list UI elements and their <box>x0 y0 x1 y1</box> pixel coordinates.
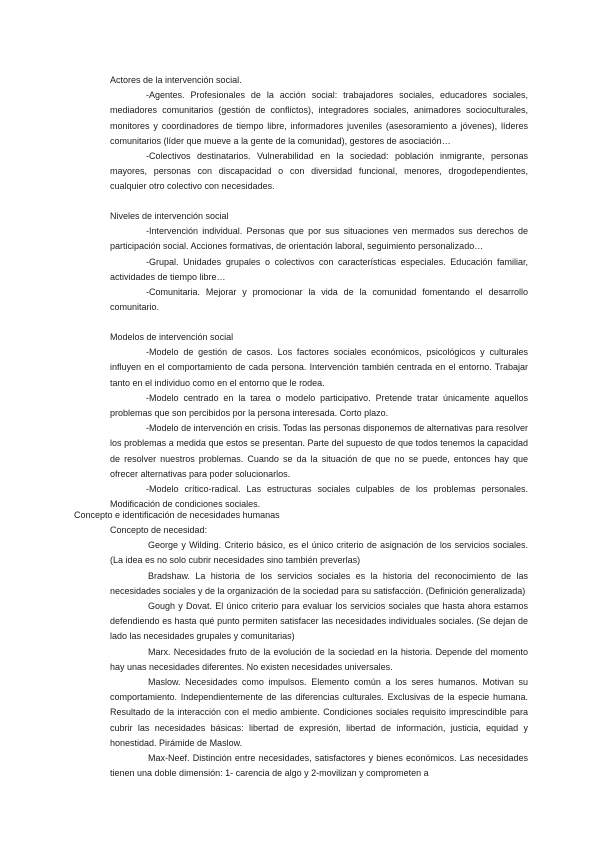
paragraph-colectivos: -Colectivos destinatarios. Vulnerabilidad en la sociedad: población inmigrante, personas mayores, personas con discapacidad o con diversidad funcional, menores, drogodependientes, cualquier otro colectivo con necesidades. <box>110 151 528 192</box>
paragraph-grupal: -Grupal. Unidades grupales o colectivos con características especiales. Educación familiar, actividades de tiempo libre… <box>110 256 528 282</box>
paragraph-max-neef: Max-Neef. Distinción entre necesidades, satisfactores y bienes económicos. Las necesidades tienen una doble dimensión: 1- carencia de algo y 2-movilizan y comprometen a <box>110 753 528 779</box>
section-modelos <box>110 330 528 512</box>
paragraph-critico-radical: -Modelo crítico-radical. Las estructuras sociales culpables de los problemas personales. Modificación de condiciones sociales. <box>110 484 528 510</box>
section-concepto-heading <box>74 508 534 523</box>
section-title-actores: Actores de la intervención social. <box>110 75 242 85</box>
section-title-niveles: Niveles de intervención social <box>110 211 229 221</box>
section-title-concepto: Concepto e identificación de necesidades humanas <box>74 510 280 520</box>
section-niveles <box>110 209 528 315</box>
section-actores <box>110 73 528 195</box>
paragraph-george-wilding: George y Wilding. Criterio básico, es el único criterio de asignación de los servicios sociales. (La idea es no solo cubrir necesidades sino también preverlas) <box>110 540 528 566</box>
paragraph-maslow: Maslow. Necesidades como impulsos. Elemento común a los seres humanos. Motivan su comportamiento. Independientemente de las diferencias culturales. Exclusivas de la especie humana. Resultado de la interacción con el medio ambiente. Condiciones sociales requisito imprescindible para cubrir las necesidades básicas: libertad de expresión, libertad de información, justicia, equidad y honestidad. Pirámide de Maslow. <box>110 677 528 748</box>
paragraph-comunitaria: -Comunitaria. Mejorar y promocionar la vida de la comunidad fomentando el desarrollo comunitario. <box>110 287 528 313</box>
paragraph-gestion-casos: -Modelo de gestión de casos. Los factores sociales económicos, psicológicos y culturales influyen en el comportamiento de cada persona. Intervención también centrada en el entorno. Trabajar tanto en el individuo como en el entorno que le rodea. <box>110 347 528 388</box>
paragraph-individual: -Intervención individual. Personas que por sus situaciones ven mermados sus derechos de participación social. Acciones formativas, de orientación laboral, seguimiento personalizado… <box>110 226 528 252</box>
subtitle-concepto-necesidad: Concepto de necesidad: <box>110 525 208 535</box>
section-concepto <box>110 523 528 781</box>
paragraph-agentes: -Agentes. Profesionales de la acción social: trabajadores sociales, educadores sociales, mediadores comunitarios (gestión de conflictos), integradores sociales, animadores socioculturales, monitores y coordinadores de tiempo libre, informadores juveniles (asesoramiento a jóvenes), líderes comunitarios (líder que mueve a la gente de la comunidad), gestores de asociación… <box>110 90 528 146</box>
paragraph-centrado-tarea: -Modelo centrado en la tarea o modelo participativo. Pretende tratar únicamente aquellos problemas que son percibidos por la persona interesada. Corto plazo. <box>110 392 528 419</box>
paragraph-bradshaw: Bradshaw. La historia de los servicios sociales es la historia del reconocimiento de las necesidades sociales y de la organización de la sociedad para su satisfacción. (Definición generalizada) <box>110 570 528 596</box>
section-title-modelos: Modelos de intervención social <box>110 332 234 342</box>
paragraph-crisis: -Modelo de intervención en crisis. Todas las personas disponemos de alternativas para resolver los problemas a medida que estos se presentan. Parte del supuesto de que todos tenemos la capacidad de resolver nuestros problemas. Cuando se da la situación de que no se puede, entonces hay que ofrecer alternativas para poder solucionarlos. <box>110 423 528 479</box>
paragraph-gough-dovat: Gough y Dovat. El único criterio para evaluar los servicios sociales que hasta ahora estamos defendiendo es hasta qué punto permiten satisfacer las necesidades individuales sociales. (Se dejan de lado las necesidades grupales y comunitarias) <box>110 601 528 642</box>
paragraph-marx: Marx. Necesidades fruto de la evolución de la sociedad en la historia. Depende del momento hay unas necesidades diferentes. No existen necesidades universales. <box>110 646 528 672</box>
